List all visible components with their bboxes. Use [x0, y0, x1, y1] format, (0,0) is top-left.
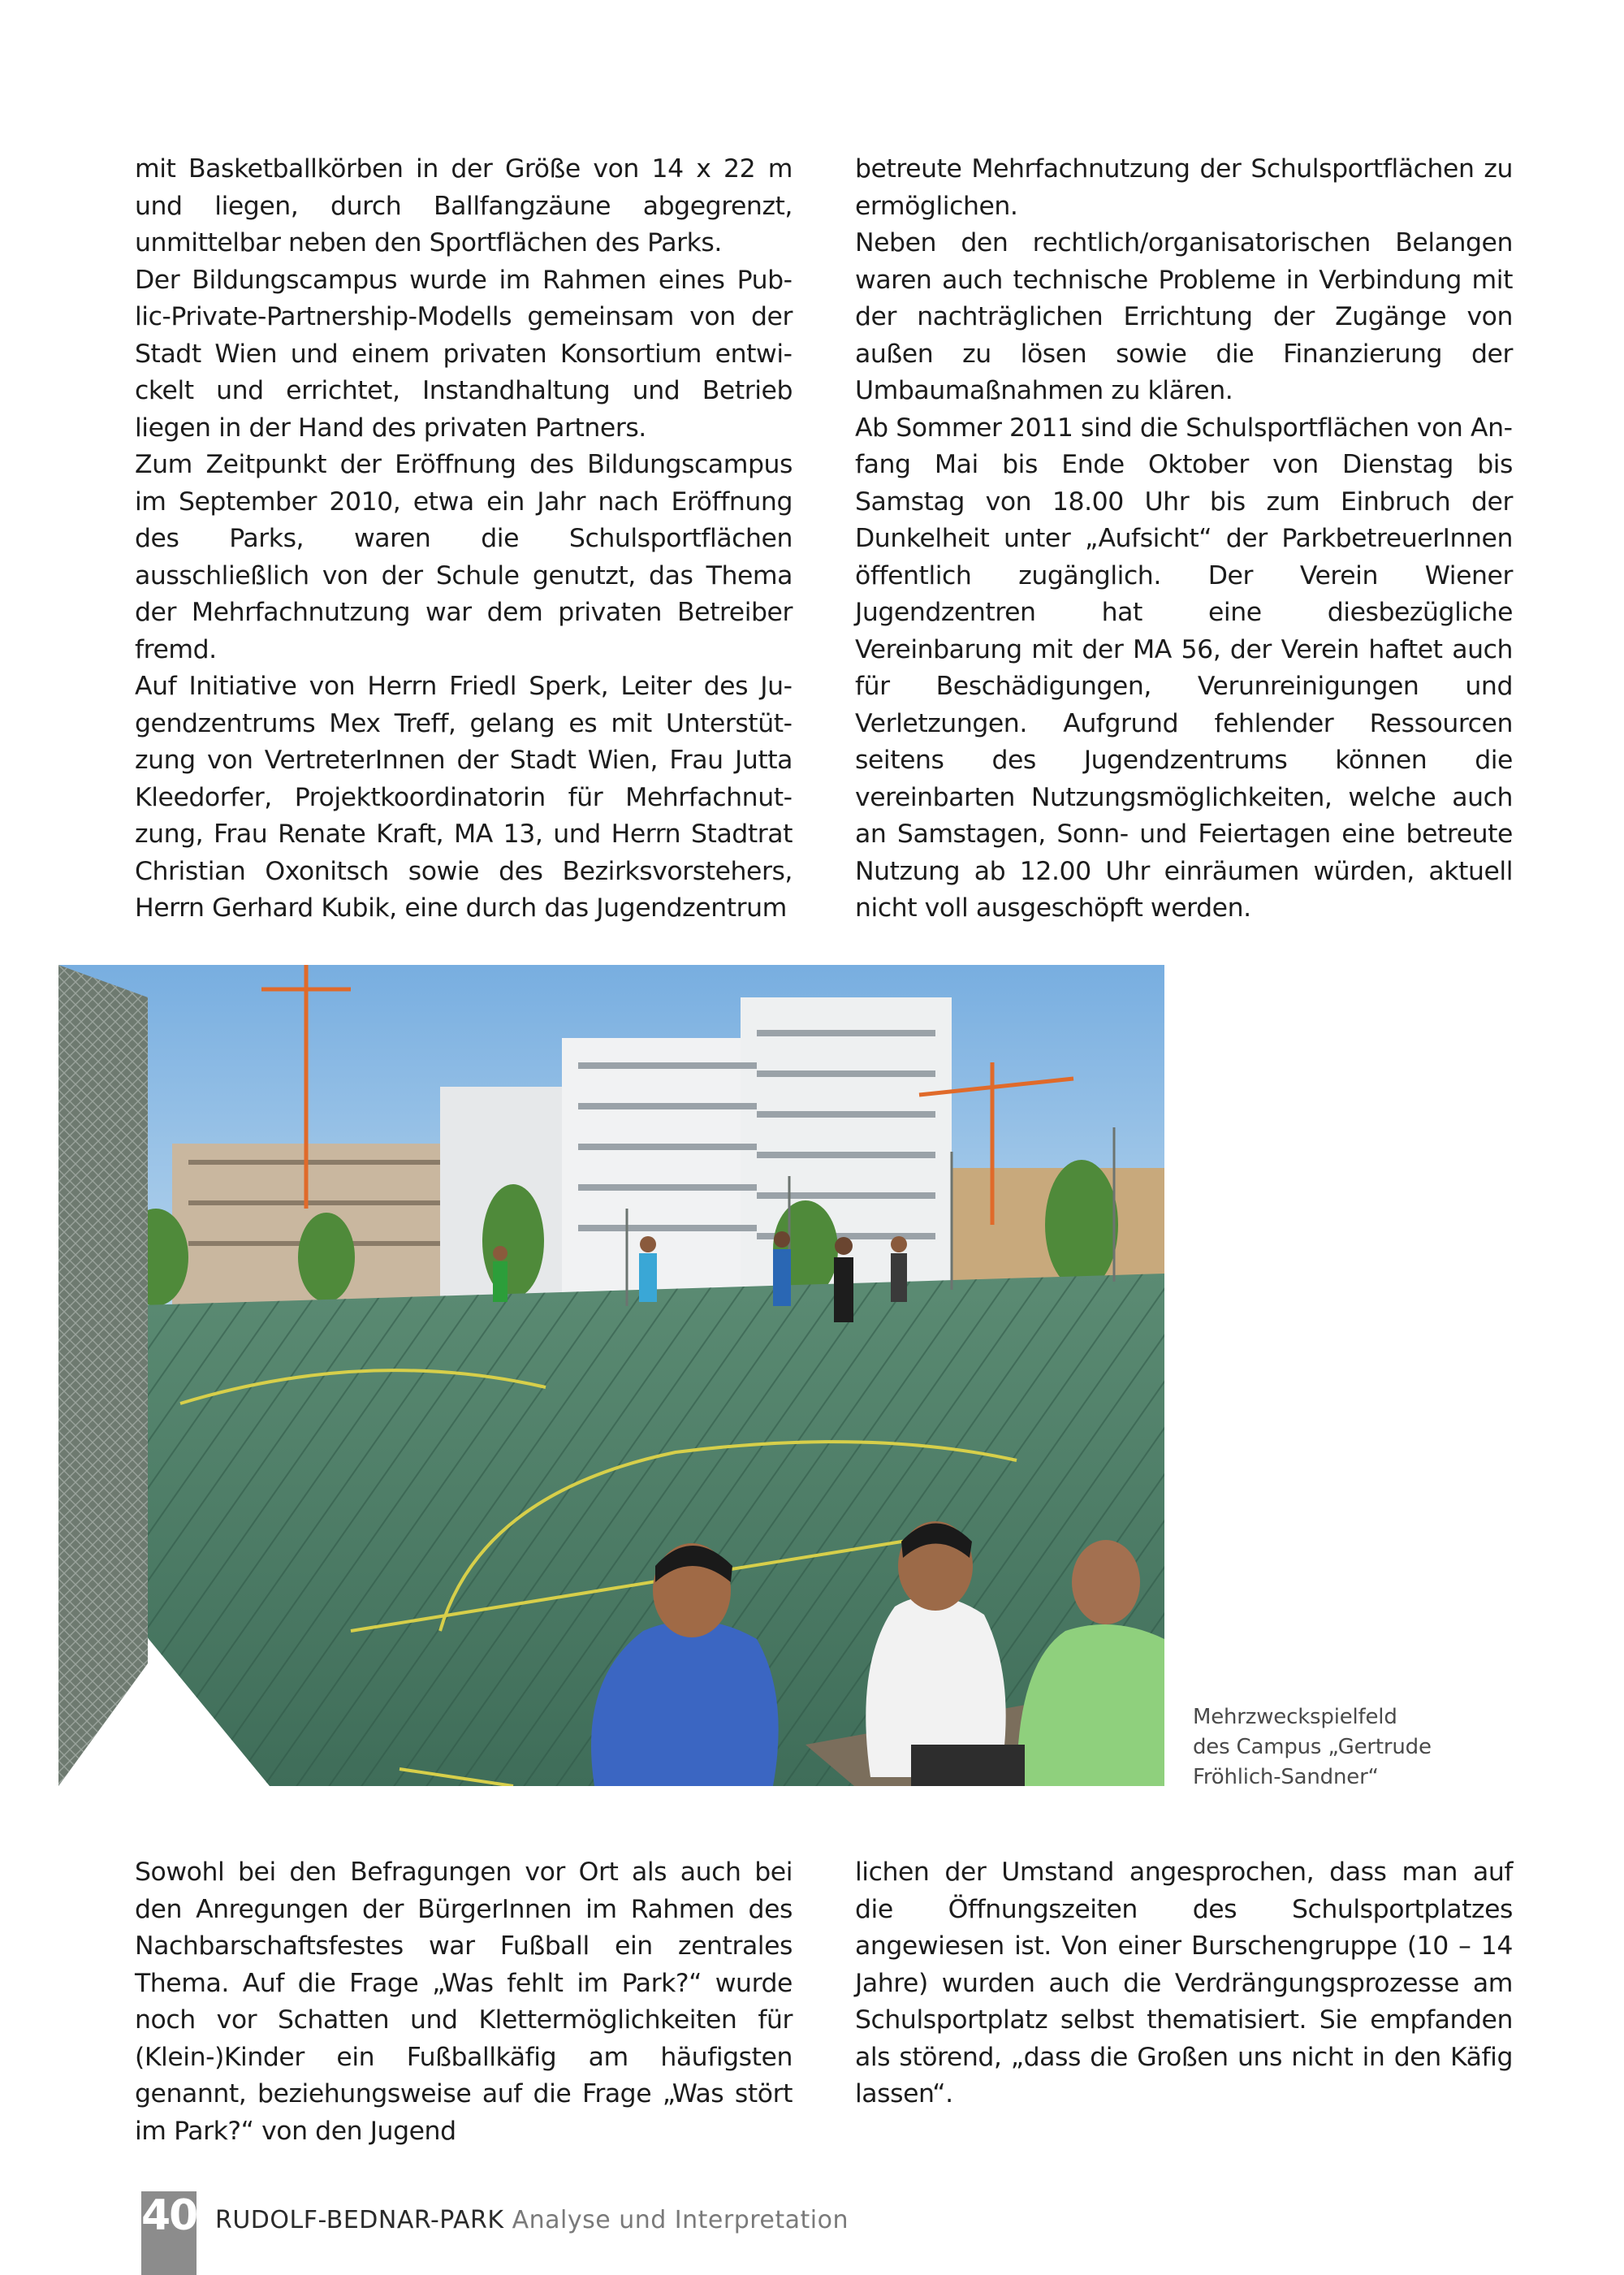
paragraph: lichen der Umstand angesprochen, dass man auf die Öffnungszeiten des Schulsportplatzes angewiesen ist. Von einer Burschengruppe (10 – 14 Jahre) wurden auch die Verdrängungsprozesse am Schulsportplatz selbst thematisiert. Sie empfanden als störend, „dass die Großen uns nicht in den Käfig lassen“.	[855, 1858, 1513, 2108]
paragraph: Der Bildungscampus wurde im Rahmen eines Public-Private-Partnership-Modells gemeinsam von der Stadt Wien und einem privaten Konsortium entwickelt und errichtet, Instandhaltung und Betrieb liegen in der Hand des privaten Partners.	[135, 265, 793, 443]
text-column-top-right	[855, 151, 1513, 928]
paragraph: mit Basketballkörben in der Größe von 14 x 22 m und liegen, durch Ballfangzäune abgegrenzt, unmittelbar neben den Sportflächen des Parks.	[135, 154, 793, 257]
paragraph: Neben den rechtlich/organisatorischen Belangen waren auch technische Probleme in Verbindung mit der nachträglichen Errichtung der Zugänge von außen zu lösen sowie die Finanzierung der Umbaumaßnahmen zu klären.	[855, 228, 1513, 405]
running-footer	[215, 2204, 849, 2237]
caption-line: Mehrzweckspielfeld	[1193, 1705, 1397, 1729]
paragraph: Sowohl bei den Befragungen vor Ort als auch bei den Anregungen der BürgerInnen im Rahmen des Nachbarschaftsfestes war Fußball ein zentrales Thema. Auf die Frage „Was fehlt im Park?“ wurde noch vor Schatten und Klettermöglichkeiten für (Klein-)Kinder ein Fußballkäfig am häufigsten genannt, beziehungsweise auf die Frage „Was stört im Park?“ von den Jugend	[135, 1858, 793, 2146]
paragraph: Auf Initiative von Herrn Friedl Sperk, Leiter des Jugendzentrums Mex Treff, gelang es mit Unterstützung von VertreterInnen der Stadt Wien, Frau Jutta Kleedorfer, Projektkoordinatorin für Mehrfachnutzung, Frau Renate Kraft, MA 13, und Herrn Stadtrat Christian Oxonitsch sowie des Bezirksvorstehers, Herrn Gerhard Kubik, eine durch das Jugendzentrum	[135, 672, 793, 923]
caption-line: Fröhlich-Sandner“	[1193, 1765, 1379, 1789]
photo-sports-court	[58, 965, 1164, 1786]
photo-caption	[1193, 1702, 1534, 1793]
footer-title: RUDOLF-BEDNAR-PARK	[215, 2206, 504, 2234]
paragraph: betreute Mehrfachnutzung der Schulsportflächen zu ermöglichen.	[855, 154, 1513, 221]
text-column-bottom-right	[855, 1854, 1513, 2113]
paragraph: Ab Sommer 2011 sind die Schulsportflächen von Anfang Mai bis Ende Oktober von Dienstag bis Samstag von 18.00 Uhr bis zum Einbruch der Dunkelheit unter „Aufsicht“ der ParkbetreuerInnen öffentlich zugänglich. Der Verein Wiener Jugendzentren hat eine diesbezügliche Vereinbarung mit der MA 56, der Verein haftet auch für Beschädigungen, Verunreinigungen und Verletzungen. Aufgrund fehlender Ressourcen seitens des Jugendzentrums können die vereinbarten Nutzungsmöglichkeiten, welche auch an Samstagen, Sonn- und Feiertagen eine betreute Nutzung ab 12.00 Uhr einräumen würden, aktuell nicht voll ausgeschöpft werden.	[855, 413, 1513, 923]
caption-line: des Campus „Gertrude	[1193, 1735, 1432, 1759]
text-column-top-left	[135, 151, 793, 928]
text-column-bottom-left	[135, 1854, 793, 2150]
page-number: 40	[141, 2191, 197, 2240]
paragraph: Zum Zeitpunkt der Eröffnung des Bildungscampus im September 2010, etwa ein Jahr nach Eröffnung des Parks, waren die Schulsportflächen ausschließlich von der Schule genutzt, das Thema der Mehrfachnutzung war dem privaten Betreiber fremd.	[135, 450, 793, 664]
footer-subtitle: Analyse und Interpretation	[512, 2206, 849, 2234]
